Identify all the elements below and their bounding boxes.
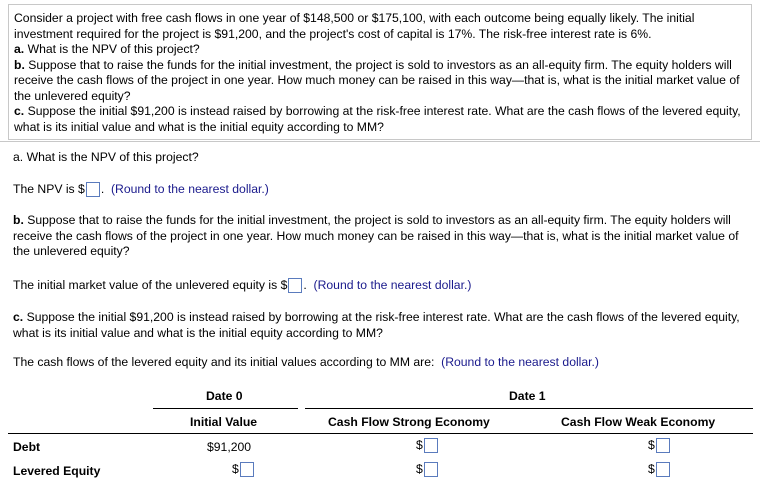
question-a: a. What is the NPV of this project? bbox=[14, 42, 200, 56]
question-c: c. Suppose the initial $91,200 is instead raised by borrowing at the risk-free interest rate. What are the cash flows of the levered equity, what is its initial value and what is the initial equity according to MM? bbox=[14, 104, 741, 134]
part-a-answer-row: The NPV is $ . (Round to the nearest dollar.) bbox=[13, 182, 269, 196]
equity-weak-input[interactable] bbox=[656, 462, 670, 477]
equity-strong-cell: $ bbox=[416, 462, 439, 477]
debt-strong-input[interactable] bbox=[424, 438, 438, 453]
part-b-question: b. Suppose that to raise the funds for the initial investment, the project is sold to investors as an all-equity firm. The equity holders will receive the cash flows of the project in one year. How much money can be raised in this way—that is, what is the initial market value of the unlevered equity? bbox=[13, 213, 739, 258]
header-initial-value: Initial Value bbox=[190, 415, 258, 429]
question-intro: Consider a project with free cash flows in one year of $148,500 or $175,100, with each outcome being equally likely. The initial investment required for the project is $91,200, and the project's cost of capital is 17%. The risk-free interest rate is 6%. bbox=[14, 11, 695, 41]
unlevered-equity-input[interactable] bbox=[288, 278, 302, 293]
row-equity-label: Levered Equity bbox=[13, 464, 101, 478]
question-b: b. Suppose that to raise the funds for the initial investment, the project is sold to investors as an all-equity firm. The equity holders will receive the cash flows of the project in one year. How much money can be raised in this way—that is, what is the initial market value of the unlevered equity? bbox=[14, 57, 740, 103]
equity-initial-cell: $ bbox=[232, 462, 255, 477]
part-b-answer-row: The initial market value of the unlevered equity is $ . (Round to the nearest dollar.) bbox=[13, 278, 472, 292]
header-cf-weak: Cash Flow Weak Economy bbox=[561, 415, 716, 429]
part-c-prompt-row bbox=[13, 355, 599, 371]
rule-header bbox=[8, 433, 753, 434]
debt-strong-cell: $ bbox=[416, 438, 439, 453]
header-date0: Date 0 bbox=[206, 389, 243, 403]
part-a-prompt: The NPV is $ bbox=[13, 182, 85, 196]
npv-input[interactable] bbox=[86, 182, 100, 197]
equity-weak-cell: $ bbox=[648, 462, 671, 477]
question-box bbox=[8, 4, 752, 140]
part-b-prompt: The initial market value of the unlevered equity is $ bbox=[13, 278, 288, 292]
rule-date1 bbox=[305, 408, 753, 409]
header-date1: Date 1 bbox=[509, 389, 546, 403]
part-c-hint: (Round to the nearest dollar.) bbox=[441, 355, 599, 369]
equity-initial-input[interactable] bbox=[240, 462, 254, 477]
rule-date0 bbox=[153, 408, 298, 409]
debt-initial-value: $91,200 bbox=[207, 440, 252, 454]
part-c-prompt: The cash flows of the levered equity and its initial values according to MM are: bbox=[13, 355, 435, 369]
part-b-hint: (Round to the nearest dollar.) bbox=[313, 278, 472, 292]
header-cf-strong: Cash Flow Strong Economy bbox=[328, 415, 490, 429]
debt-weak-input[interactable] bbox=[656, 438, 670, 453]
part-a-hint: (Round to the nearest dollar.) bbox=[110, 182, 269, 196]
debt-weak-cell: $ bbox=[648, 438, 671, 453]
row-debt-label: Debt bbox=[13, 440, 41, 454]
equity-strong-input[interactable] bbox=[424, 462, 438, 477]
divider bbox=[0, 141, 760, 142]
part-a-question: a. What is the NPV of this project? bbox=[13, 150, 199, 164]
part-c-question: c. Suppose the initial $91,200 is instead raised by borrowing at the risk-free interest rate. What are the cash flows of the levered equity, what is its initial value and what is the initial equity according to MM? bbox=[13, 310, 740, 340]
